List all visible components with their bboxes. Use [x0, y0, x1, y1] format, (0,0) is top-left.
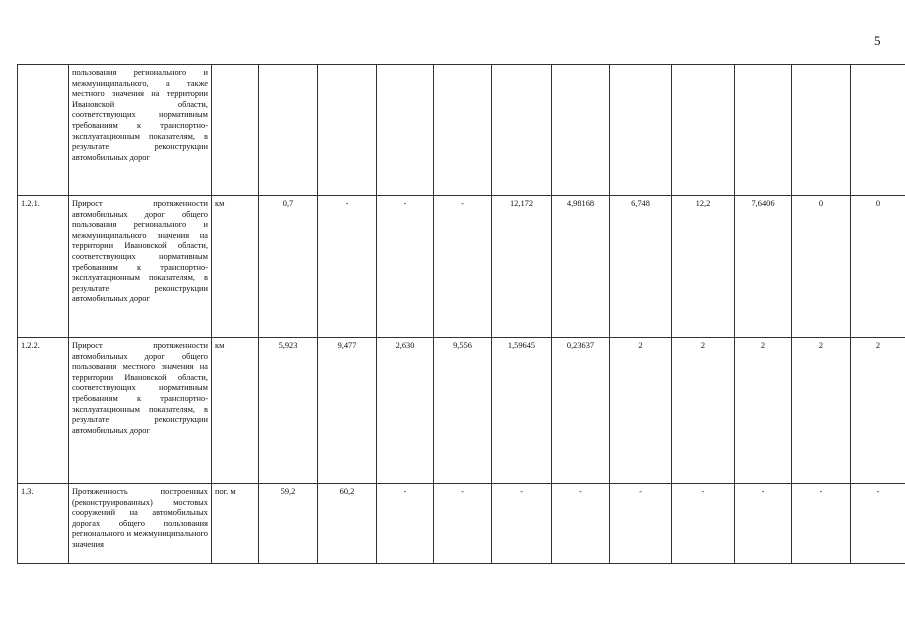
value-cell: [792, 65, 851, 196]
value-cell: [735, 65, 792, 196]
value-cell: 60,2: [318, 484, 377, 564]
table-row: [18, 484, 905, 564]
value-cell: [552, 65, 610, 196]
value-cell: [259, 65, 318, 196]
value-cell: 0,23637: [552, 338, 610, 484]
unit-cell: км: [212, 196, 259, 338]
value-cell: 2,630: [377, 338, 434, 484]
value-cell: [492, 65, 552, 196]
value-cell: -: [552, 484, 610, 564]
indicator-description-cell: Прирост протяженности автомобильных дорог общего пользования регионального и межмуниципального значения на территории Ивановской области, соответствующих нормативным требованиям к транспортно-эксплуатационным показателям, в результате реконструкции автомобильных дорог: [69, 196, 212, 338]
value-cell: -: [377, 484, 434, 564]
table-row: [18, 338, 905, 484]
value-cell: 0: [792, 196, 851, 338]
value-cell: [318, 65, 377, 196]
table-row: [18, 196, 905, 338]
value-cell: 7,6406: [735, 196, 792, 338]
value-cell: 2: [672, 338, 735, 484]
unit-cell: км: [212, 338, 259, 484]
value-cell: 6,748: [610, 196, 672, 338]
value-cell: 12,2: [672, 196, 735, 338]
row-number-cell: [18, 65, 69, 196]
table-row: [18, 65, 905, 196]
value-cell: -: [434, 196, 492, 338]
page-number: 5: [874, 33, 881, 48]
value-cell: 9,477: [318, 338, 377, 484]
value-cell: -: [851, 484, 905, 564]
indicators-table: [17, 64, 905, 564]
value-cell: -: [318, 196, 377, 338]
value-cell: -: [377, 196, 434, 338]
row-number-cell: 1.3.: [18, 484, 69, 564]
value-cell: 4,98168: [552, 196, 610, 338]
value-cell: 2: [735, 338, 792, 484]
indicator-description-cell: пользования регионального и межмуниципального, а также местного значения на территории Ивановской области, соответствующих нормативным требованиям к транспортно-эксплуатационным показателям, в результате реконструкции автомобильных дорог: [69, 65, 212, 196]
value-cell: 9,556: [434, 338, 492, 484]
row-number-cell: 1.2.1.: [18, 196, 69, 338]
value-cell: -: [492, 484, 552, 564]
row-number-cell: 1.2.2.: [18, 338, 69, 484]
value-cell: [377, 65, 434, 196]
value-cell: -: [610, 484, 672, 564]
value-cell: 59,2: [259, 484, 318, 564]
indicator-description-cell: Прирост протяженности автомобильных дорог общего пользования местного значения на территории Ивановской области, соответствующих нормативным требованиям к транспортно-эксплуатационным показателям, в результате реконструкции автомобильных дорог: [69, 338, 212, 484]
indicator-description-cell: Протяженность построенных (реконструированных) мостовых сооружений на автомобильных дорогах общего пользования регионального и межмуниципального значения: [69, 484, 212, 564]
value-cell: 2: [610, 338, 672, 484]
value-cell: 0,7: [259, 196, 318, 338]
value-cell: -: [434, 484, 492, 564]
value-cell: 1,59645: [492, 338, 552, 484]
value-cell: [851, 65, 905, 196]
value-cell: 0: [851, 196, 905, 338]
value-cell: [610, 65, 672, 196]
unit-cell: [212, 65, 259, 196]
value-cell: -: [735, 484, 792, 564]
value-cell: 5,923: [259, 338, 318, 484]
value-cell: 12,172: [492, 196, 552, 338]
value-cell: -: [672, 484, 735, 564]
value-cell: [672, 65, 735, 196]
unit-cell: пог. м: [212, 484, 259, 564]
value-cell: [434, 65, 492, 196]
value-cell: -: [792, 484, 851, 564]
value-cell: 2: [851, 338, 905, 484]
value-cell: 2: [792, 338, 851, 484]
